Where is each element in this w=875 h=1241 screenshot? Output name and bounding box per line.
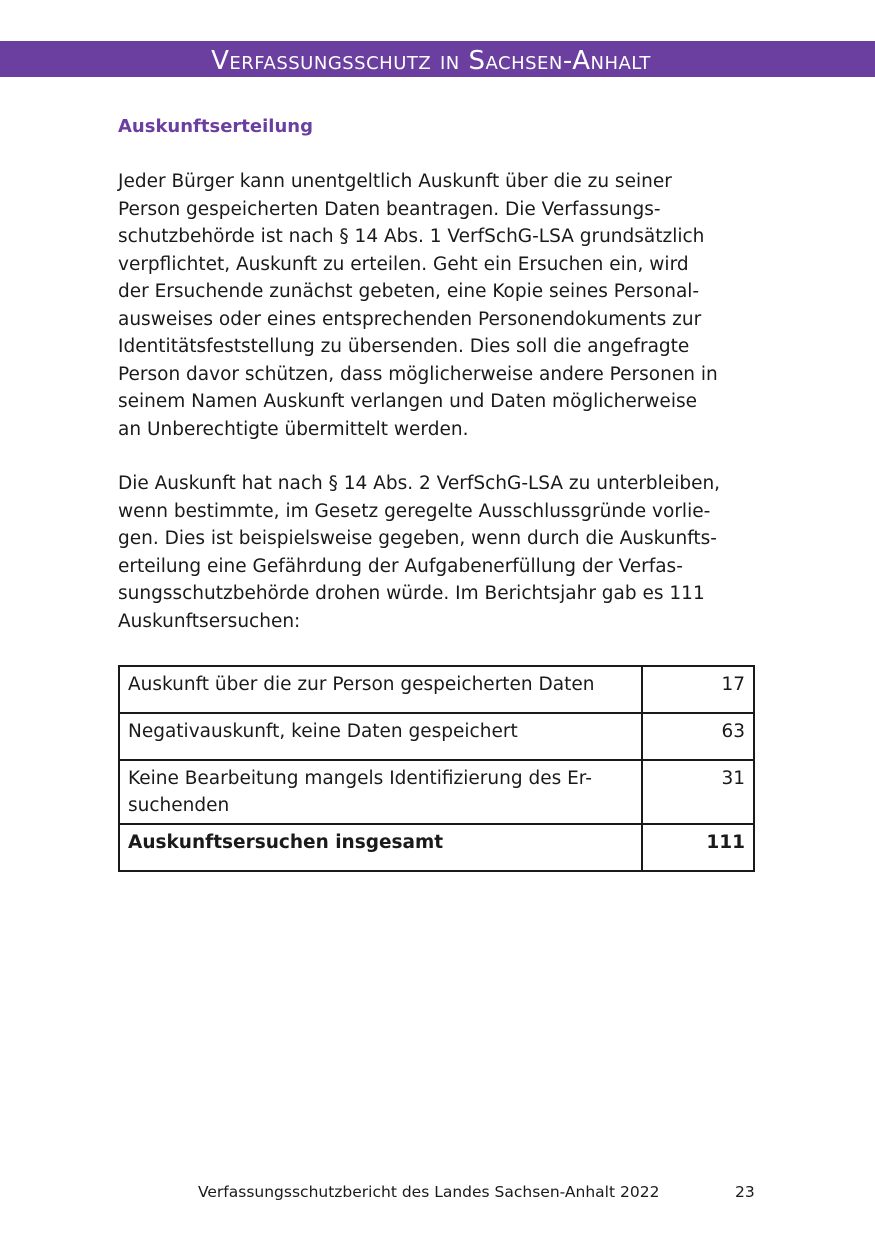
table-row [119,760,754,824]
text-line: seinem Namen Auskunft verlangen und Daten möglicherweise [118,391,697,412]
page-header-title: Verfassungsschutz in Sachsen-Anhalt [211,46,651,76]
text-line: Auskunftsersuchen: [118,610,301,632]
row-value: 31 [642,760,754,824]
total-value: 111 [642,824,754,871]
text-line: Identitätsfeststellung zu übersenden. Dies soll die angefragte [118,336,690,357]
text-line: gen. Dies ist beispielsweise gegeben, wenn durch die Auskunfts- [118,528,717,549]
text-line: Person gespeicherten Daten beantragen. Die Verfassungs- [118,198,661,220]
text-line: der Ersuchende zunächst gebeten, eine Kopie seines Personal- [118,281,700,302]
total-label-text: Auskunftsersuchen insgesamt [128,832,444,853]
paragraph-exclusions [118,470,778,635]
row-label-text: Negativauskunft, keine Daten gespeichert [128,721,518,742]
text-line: erteilung eine Gefährdung der Aufgabenerfüllung der Verfas- [118,555,683,577]
text-line: schutzbehörde ist nach § 14 Abs. 1 VerfSchG-LSA grundsätzlich [118,226,705,247]
text-line: Jeder Bürger kann unentgeltlich Auskunft über die zu seiner [118,171,672,192]
page-number: 23 [735,1183,755,1201]
section-heading: Auskunftserteilung [118,116,313,137]
text-line: verpflichtet, Auskunft zu erteilen. Geht ein Ersuchen ein, wird [118,253,689,275]
table-row [119,713,754,760]
row-value: 63 [642,713,754,760]
row-label [119,666,642,713]
row-value: 17 [642,666,754,713]
table-total-row [119,824,754,871]
text-line: Die Auskunft hat nach § 14 Abs. 2 VerfSchG-LSA zu unterbleiben, [118,473,721,494]
text-line: sungsschutzbehörde drohen würde. Im Berichtsjahr gab es 111 [118,583,705,604]
text-line: Person davor schützen, dass möglicherweise andere Personen in [118,363,718,385]
table-row [119,666,754,713]
row-label-text: Auskunft über die zur Person gespeicherten Daten [128,674,595,695]
text-line: ausweises oder eines entsprechenden Personendokuments zur [118,308,702,330]
row-label [119,760,642,824]
inquiry-statistics-table [118,665,755,872]
text-line: an Unberechtigte übermittelt werden. [118,418,469,440]
footer-publication-title: Verfassungsschutzbericht des Landes Sachsen-Anhalt 2022 [198,1183,660,1201]
row-label-text: suchenden [128,795,230,816]
row-label-text: Keine Bearbeitung mangels Identifizierung des Er- [128,768,592,789]
row-label [119,713,642,760]
total-label [119,824,642,871]
paragraph-intro [118,168,778,443]
text-line: wenn bestimmte, im Gesetz geregelte Ausschlussgründe vorlie- [118,500,711,522]
